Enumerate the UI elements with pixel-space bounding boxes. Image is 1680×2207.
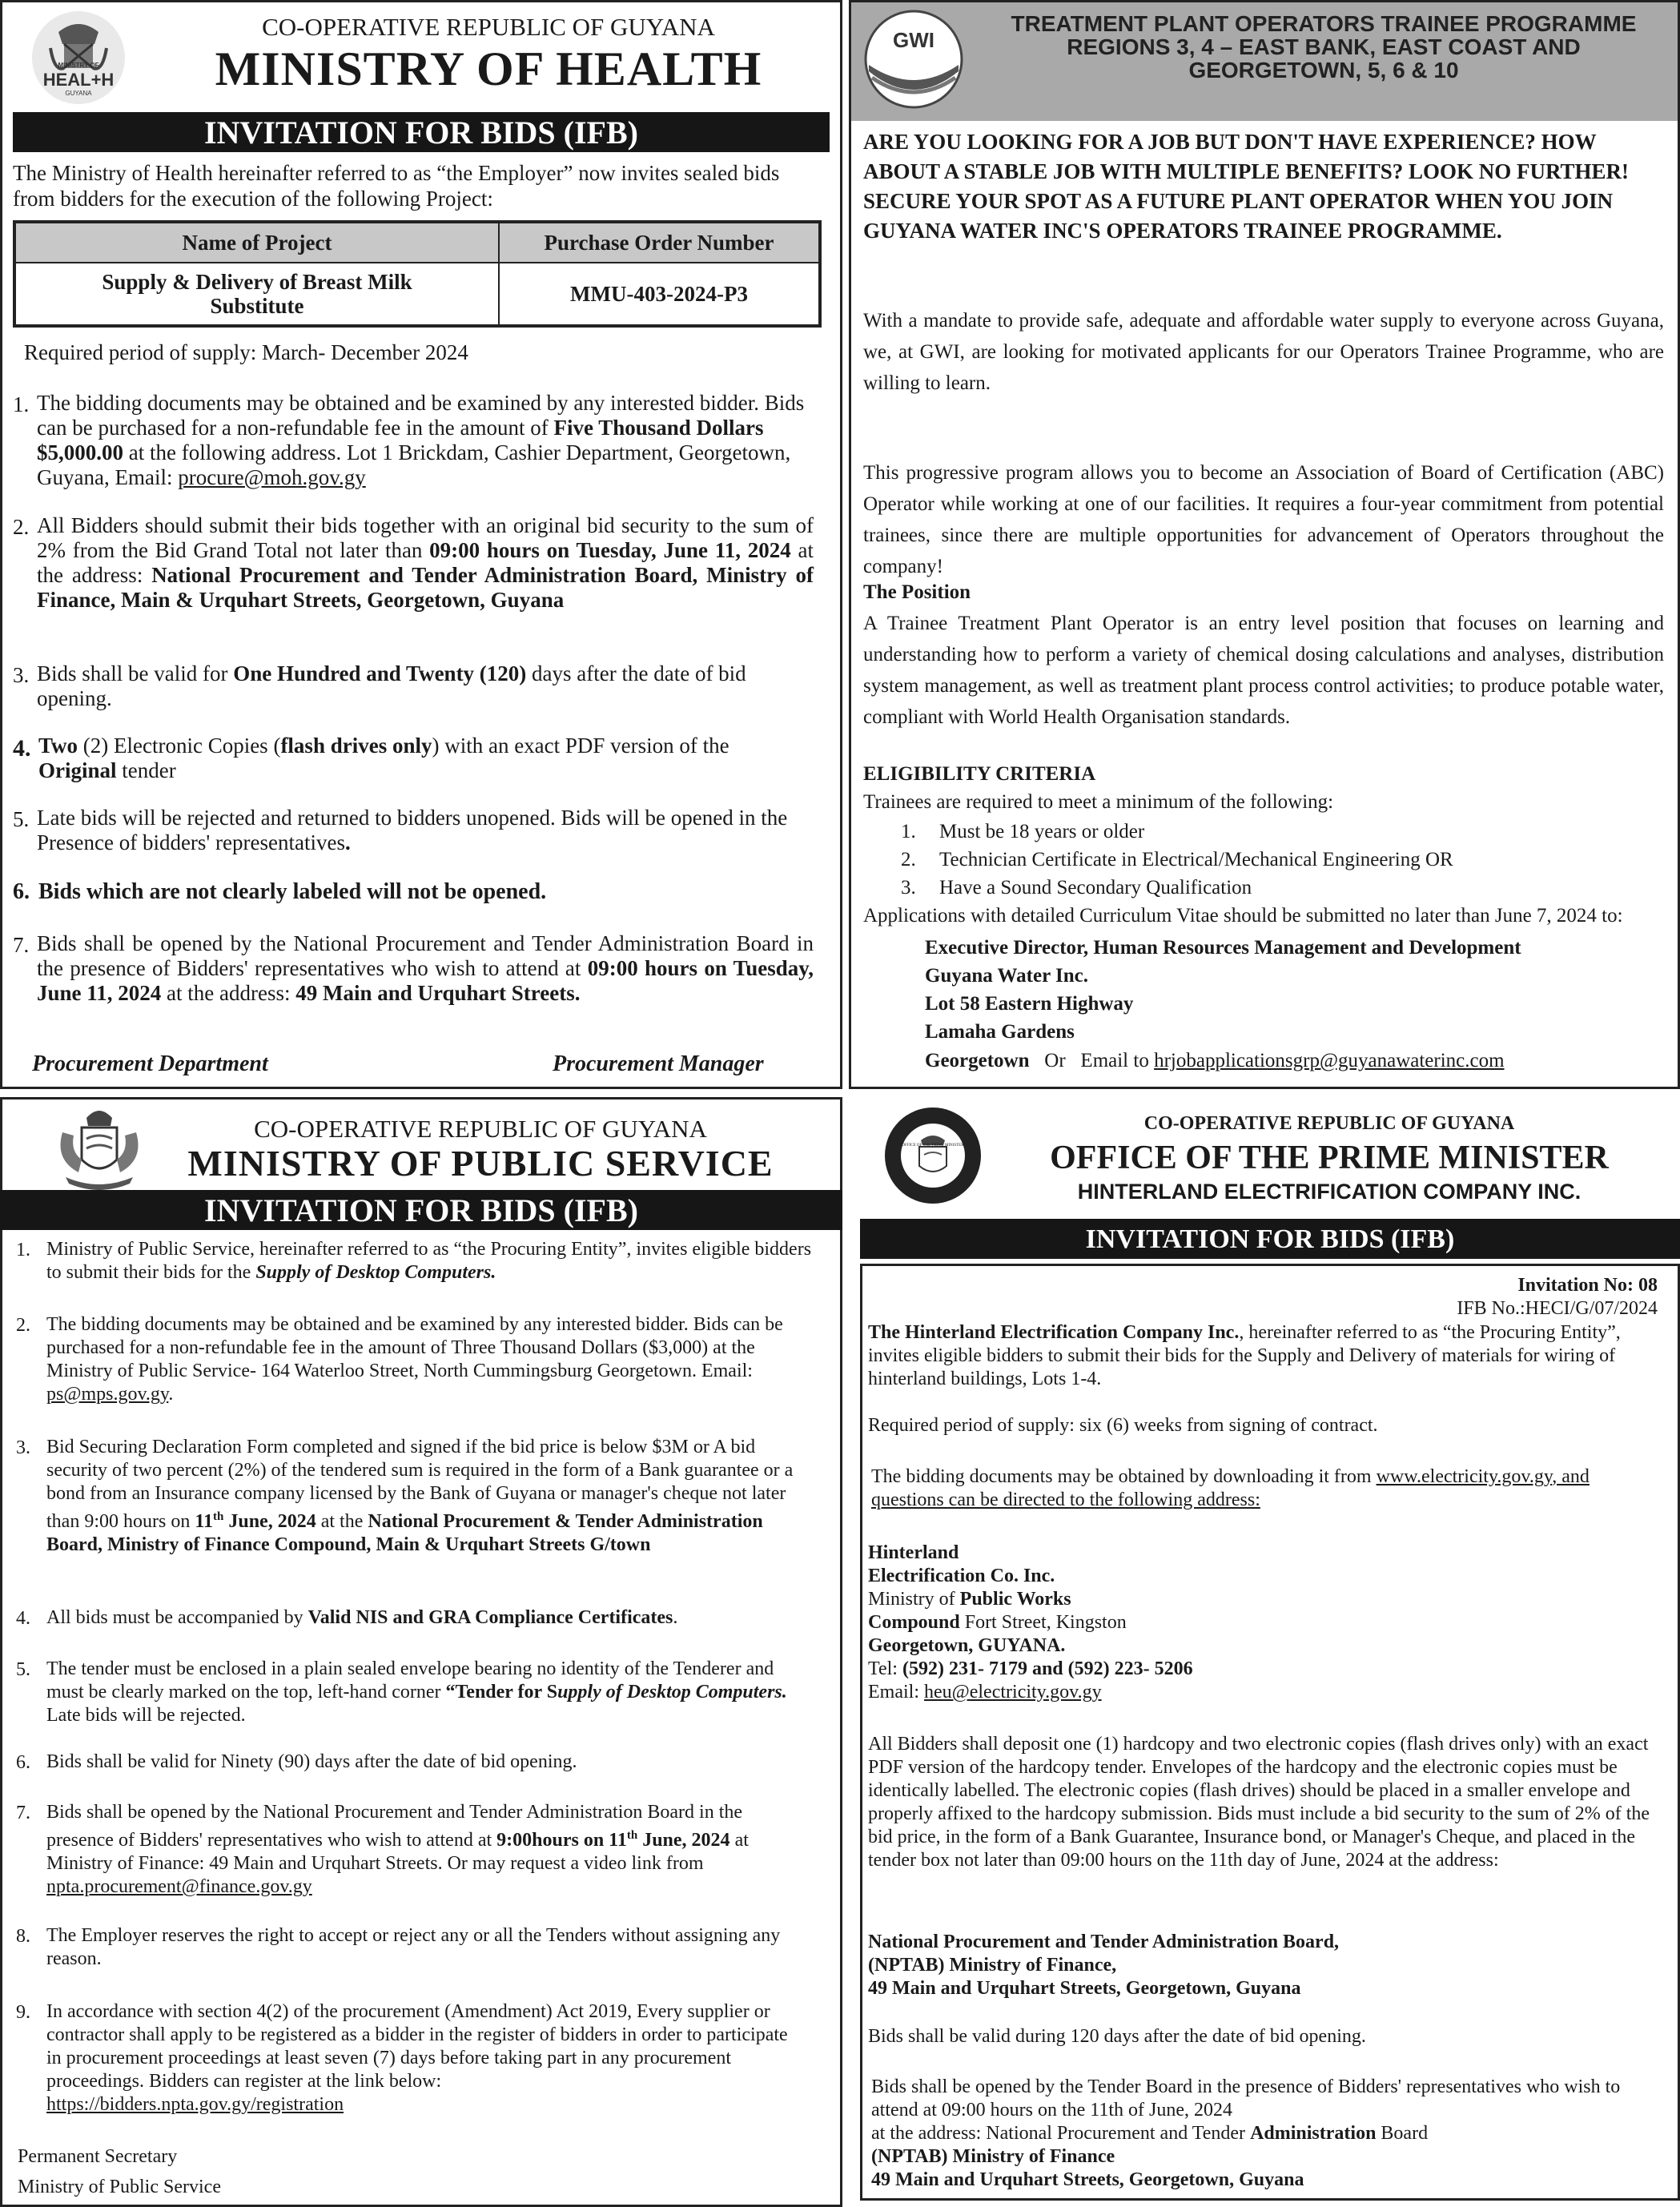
gwi-criteria-number: 2. bbox=[901, 849, 916, 870]
moh-item-number: 1. bbox=[13, 392, 30, 416]
moh-item-2-address: National Procurement and Tender Administration Board, Ministry of Finance, Main & Urquhart Streets, Georgetown, Guyana bbox=[37, 563, 814, 612]
mps-registration-link[interactable]: https://bidders.npta.gov.gy/registration bbox=[46, 2094, 344, 2115]
moh-item-4-flash: flash drives only bbox=[280, 734, 432, 758]
mps-item-number: 8. bbox=[16, 1926, 30, 1947]
opm-telephone bbox=[868, 1658, 1193, 1680]
gwi-criteria-number: 3. bbox=[901, 877, 916, 898]
opm-download-link[interactable]: www.electricity.gov.gy bbox=[1376, 1466, 1553, 1487]
opm-opening-board: Board bbox=[1376, 2123, 1429, 2144]
opm-opening-address: at the address: National Procurement and Tender bbox=[871, 2123, 1251, 2144]
mps-item-3-day: 11 bbox=[195, 1511, 214, 1532]
opm-documents bbox=[871, 1465, 1664, 1512]
mps-item-7 bbox=[46, 1801, 799, 1899]
mps-item-number: 5. bbox=[16, 1659, 30, 1680]
gwi-email-label: Email to bbox=[1080, 1050, 1155, 1071]
mps-item-1-subject: Supply of Desktop Computers. bbox=[255, 1262, 496, 1283]
mps-item-number: 6. bbox=[16, 1752, 30, 1773]
mps-video-link-email[interactable]: npta.procurement@finance.gov.gy bbox=[46, 1876, 312, 1897]
moh-item-6: Bids which are not clearly labeled will not be opened. bbox=[38, 879, 547, 904]
opm-ifb-panel bbox=[849, 1097, 1680, 2207]
moh-item-4-two: Two bbox=[38, 734, 78, 758]
moh-item-3-days: One Hundred and Twenty (120) bbox=[233, 661, 527, 685]
moh-item-number: 7. bbox=[13, 933, 30, 957]
opm-address-compound: Compound bbox=[868, 1612, 960, 1633]
mps-item-3-date: June, 2024 bbox=[223, 1511, 316, 1532]
moh-ifb-panel bbox=[0, 0, 842, 1089]
table-header-po: Purchase Order Number bbox=[499, 222, 820, 263]
moh-item-number: 2. bbox=[13, 515, 30, 539]
moh-item-4-text2: ) with an exact PDF version of the bbox=[432, 734, 729, 758]
table-cell-project: Supply & Delivery of Breast Milk Substitute bbox=[14, 263, 499, 326]
moh-item-2 bbox=[37, 513, 814, 613]
mps-ifb-panel bbox=[0, 1097, 842, 2207]
moh-item-7 bbox=[37, 931, 814, 1006]
mps-item-2 bbox=[46, 1313, 799, 1406]
gwi-address-line: Guyana Water Inc. bbox=[925, 965, 1088, 987]
opm-opening-street: 49 Main and Urquhart Streets, Georgetown, Guyana bbox=[871, 2169, 1304, 2190]
moh-item-4-end: tender bbox=[116, 758, 176, 782]
opm-content-frame bbox=[860, 1264, 1680, 2201]
gwi-paragraph-mandate: With a mandate to provide safe, adequate and affordable water supply to everyone across Guyana, we, at GWI, are looking for motivated applicants for our Operators Trainee Programme, who are willing to learn. bbox=[863, 310, 1664, 394]
mps-item-number: 3. bbox=[16, 1437, 30, 1458]
opm-address-line: Electrification Co. Inc. bbox=[868, 1566, 1055, 1586]
moh-item-4-text: (2) Electronic Copies ( bbox=[78, 734, 281, 758]
gwi-address-line: Lot 58 Eastern Highway bbox=[925, 993, 1134, 1015]
mps-item-4-text: All bids must be accompanied by bbox=[46, 1607, 308, 1628]
gwi-city-line bbox=[925, 1050, 1505, 1072]
moh-signature-manager: Procurement Manager bbox=[553, 1051, 764, 1076]
opm-intro-text: , hereinafter referred to as “the Procuring Entity”, invites eligible bidders to submit their bids for the Supply and Delivery of materials for wiring of hinterland buildings, Lots 1-4. bbox=[868, 1322, 1621, 1389]
mps-item-1-text: Ministry of Public Service, hereinafter referred to as “the Procuring Entity”, invites eligible bidders to submit their bids for the bbox=[46, 1239, 812, 1283]
moh-item-1-fee: Five Thousand Dollars $5,000.00 bbox=[37, 416, 764, 464]
moh-item-5-end: . bbox=[344, 830, 351, 854]
mps-item-7-address: at Ministry of Finance: 49 Main and Urquhart Streets. Or may request a video link from bbox=[46, 1830, 749, 1874]
moh-item-3-end: days after the date of bid opening. bbox=[37, 661, 746, 710]
table-row bbox=[14, 263, 820, 326]
moh-intro-text: The Ministry of Health hereinafter referred to as “the Employer” now invites sealed bids from bidders for the execution of the following Project: bbox=[13, 161, 780, 211]
moh-item-2-deadline: 09:00 hours on Tuesday, June 11, 2024 bbox=[429, 538, 791, 562]
opm-address-line bbox=[868, 1589, 1071, 1610]
table-header-project: Name of Project bbox=[14, 222, 499, 263]
opm-opening bbox=[871, 2076, 1664, 2192]
moh-ministry-title: MINISTRY OF HEALTH bbox=[215, 42, 762, 95]
opm-tel-label: Tel: bbox=[868, 1658, 902, 1679]
opm-documents-text: The bidding documents may be obtained by downloading it from bbox=[871, 1466, 1377, 1487]
moh-item-2-text: All Bidders should submit their bids together with an original bid security to the sum of 2% from the Bid Grand Total not later than bbox=[37, 513, 814, 562]
gwi-address-line: Executive Director, Human Resources Management and Development bbox=[925, 937, 1521, 959]
gwi-criteria-secondary: Have a Sound Secondary Qualification bbox=[939, 877, 1252, 898]
gwi-email-link[interactable]: hrjobapplicationsgrp@guyanawaterinc.com bbox=[1154, 1050, 1505, 1071]
mps-ifb-banner: INVITATION FOR BIDS (IFB) bbox=[0, 1190, 842, 1230]
opm-address-line: Georgetown, GUYANA. bbox=[868, 1635, 1066, 1656]
opm-opening-administration: Administration bbox=[1250, 2123, 1377, 2144]
mps-item-3 bbox=[46, 1436, 807, 1557]
opm-validity: Bids shall be valid during 120 days after the date of bid opening. bbox=[868, 2026, 1366, 2047]
mps-item-4 bbox=[46, 1606, 807, 1630]
moh-item-number: 5. bbox=[13, 807, 30, 831]
mps-item-1 bbox=[46, 1238, 815, 1284]
opm-intro bbox=[868, 1321, 1661, 1391]
mps-item-5-text: The tender must be enclosed in a plain sealed envelope bearing no identity of the Tenderer and must be clearly marked on the top, left-hand corner bbox=[46, 1658, 774, 1702]
moh-item-number: 3. bbox=[13, 663, 30, 687]
mps-signature-ministry: Ministry of Public Service bbox=[18, 2177, 221, 2197]
gwi-trainee-panel bbox=[849, 0, 1680, 1089]
mps-item-5-end: Late bids will be rejected. bbox=[46, 1705, 246, 1726]
moh-logo-text-bottom: GUYANA bbox=[65, 90, 92, 97]
gwi-paragraph-program: This progressive program allows you to become an Association of Board of Certification (ABC) Operator while working at one of our facilities. It requires a four-year commitment from potential trainees, since there are multiple opportunities for advancement of Operators throughout the company! bbox=[863, 462, 1664, 577]
gwi-position-heading: The Position bbox=[863, 581, 971, 603]
mps-item-number: 2. bbox=[16, 1315, 30, 1336]
mps-item-number: 1. bbox=[16, 1240, 30, 1260]
mps-item-3-sup: th bbox=[213, 1510, 224, 1523]
gwi-eligibility-heading: ELIGIBILITY CRITERIA bbox=[863, 763, 1096, 785]
gwi-criteria-certificate: Technician Certificate in Electrical/Mechanical Engineering OR bbox=[939, 849, 1453, 870]
opm-email bbox=[868, 1682, 1102, 1703]
mps-item-3-text: Bid Securing Declaration Form completed and signed if the bid price is below $3M or A bid security of two percent (2%) of the tendered sum is required in the form of a Bank guarantee or a bond from an Insurance company licensed by the Bank of Guyana or manager's cheque not later than 9:00 hours on bbox=[46, 1437, 794, 1532]
mps-item-6: Bids shall be valid for Ninety (90) days after the date of bid opening. bbox=[46, 1751, 577, 1772]
moh-logo-text-main: HEAL+H bbox=[42, 70, 115, 90]
opm-nptab-line: 49 Main and Urquhart Streets, Georgetown, Guyana bbox=[868, 1978, 1301, 1999]
table-cell-po: MMU-403-2024-P3 bbox=[499, 263, 820, 326]
mps-item-4-certificates: Valid NIS and GRA Compliance Certificates bbox=[307, 1607, 673, 1628]
opm-address-line bbox=[868, 1612, 1127, 1634]
mps-item-9-text: In accordance with section 4(2) of the procurement (Amendment) Act 2019, Every supplier or contractor shall apply to be registered as a bidder in the register of bidders in order to participate in procurement proceedings at least seven (7) days before taking part in any procurement proceedings. Bidders can register at the link below: bbox=[46, 2001, 788, 2092]
opm-address-street: Fort Street, Kingston bbox=[959, 1612, 1127, 1633]
moh-item-1-text: The bidding documents may be obtained and be examined by any interested bidder. Bids can be purchased for a non-refundable fee in the amount of bbox=[37, 391, 805, 440]
mps-item-7-sup: th bbox=[626, 1829, 638, 1842]
moh-project-table bbox=[13, 220, 822, 328]
moh-item-number: 6. bbox=[13, 879, 30, 904]
mps-item-9 bbox=[46, 2000, 807, 2117]
opm-opening-ministry: (NPTAB) Ministry of Finance bbox=[871, 2146, 1115, 2167]
opm-address-ministry: Ministry of bbox=[868, 1589, 960, 1610]
moh-item-3-text: Bids shall be valid for bbox=[37, 661, 234, 685]
moh-item-7-text: Bids shall be opened by the National Procurement and Tender Administration Board in the presence of Bidders' representatives who wish to attend at bbox=[37, 931, 814, 980]
mps-item-3-at: at the bbox=[316, 1511, 368, 1532]
opm-email-label: Email: bbox=[868, 1682, 924, 1702]
gwi-logo-text: GWI bbox=[893, 28, 934, 52]
opm-ifb-banner: INVITATION FOR BIDS (IFB) bbox=[860, 1219, 1680, 1259]
mps-signature-title: Permanent Secretary bbox=[18, 2146, 178, 2167]
gwi-program-title: TREATMENT PLANT OPERATORS TRAINEE PROGRAMME REGIONS 3, 4 – EAST BANK, EAST COAST AND GEORGETOWN, 5, 6 & 10 bbox=[1011, 11, 1637, 82]
moh-item-5-text: Late bids will be rejected and returned to bidders unopened. Bids will be opened in the Presence of bidders' representatives bbox=[37, 806, 788, 854]
moh-item-2-at: at the address: bbox=[37, 538, 814, 587]
opm-seal-icon bbox=[882, 1105, 983, 1206]
moh-item-5 bbox=[37, 806, 822, 855]
moh-item-7-address: 49 Main and Urquhart Streets. bbox=[295, 981, 581, 1005]
moh-supply-period: Required period of supply: March- December 2024 bbox=[24, 340, 468, 364]
mps-item-4-end: . bbox=[673, 1607, 678, 1628]
moh-signature-department: Procurement Department bbox=[32, 1051, 268, 1076]
opm-seal-text: OFFICE OF THE PRIME MINISTER bbox=[902, 1144, 964, 1148]
mps-item-2-end: . bbox=[168, 1384, 174, 1405]
mps-item-5-subject: upply of Desktop Computers. bbox=[557, 1682, 787, 1702]
mps-item-5 bbox=[46, 1658, 815, 1727]
moh-item-7-deadline: 09:00 hours on Tuesday, June 11, 2024 bbox=[37, 956, 814, 1005]
mps-item-number: 7. bbox=[16, 1803, 30, 1823]
gwi-applications-text: Applications with detailed Curriculum Vitae should be submitted no later than June 7, 2024 to: bbox=[863, 905, 1623, 927]
mps-republic-heading: CO-OPERATIVE REPUBLIC OF GUYANA bbox=[254, 1115, 707, 1143]
mps-item-5-label: “Tender for S bbox=[445, 1682, 558, 1702]
opm-address-line: Hinterland bbox=[868, 1542, 959, 1563]
table-header-row bbox=[14, 222, 820, 263]
gwi-city: Georgetown bbox=[925, 1050, 1030, 1071]
gwi-logo-icon bbox=[864, 7, 963, 111]
gwi-position-text: A Trainee Treatment Plant Operator is an entry level position that focuses on learning and understanding how to perform a variety of chemical dosing calculations and analyses, distribution system management, as well as treatment plant process control activities; to produce potable water, compliant with World Health Organisation standards. bbox=[863, 613, 1664, 728]
mps-item-2-text: The bidding documents may be obtained and be examined by any interested bidder. Bids can be purchased for a non-refundable fee in the amount of Three Thousand Dollars ($3,000) at the Ministry of Public Service- 164 Waterloo Street, North Cummingsburg Georgetown. Email: bbox=[46, 1314, 783, 1381]
moh-logo-text-top: MINISTRY OF bbox=[58, 62, 99, 69]
gwi-headline: ARE YOU LOOKING FOR A JOB BUT DON'T HAVE EXPERIENCE? HOW ABOUT A STABLE JOB WITH MULTIPLE BENEFITS? LOOK NO FURTHER! SECURE YOUR SPOT AS A FUTURE PLANT OPERATOR WHEN YOU JOIN GUYANA WATER INC'S OPERATORS TRAINEE PROGRAMME. bbox=[863, 130, 1630, 243]
moh-item-1-address: at the following address. Lot 1 Brickdam, Cashier Department, Georgetown, Guyana, Email: bbox=[37, 440, 791, 489]
mps-email-link[interactable]: ps@mps.gov.gy bbox=[46, 1384, 169, 1405]
opm-invitation-number: Invitation No: 08 bbox=[1517, 1275, 1658, 1296]
mps-item-8: The Employer reserves the right to accept or reject any or all the Tenders without assigning any reason. bbox=[46, 1925, 781, 1969]
opm-company-name: HINTERLAND ELECTRIFICATION COMPANY INC. bbox=[1077, 1180, 1582, 1204]
moh-ifb-banner: INVITATION FOR BIDS (IFB) bbox=[13, 112, 830, 152]
moh-item-1 bbox=[37, 391, 814, 490]
moh-republic-heading: CO-OPERATIVE REPUBLIC OF GUYANA bbox=[262, 13, 715, 41]
gwi-or: Or bbox=[1044, 1050, 1066, 1071]
opm-office-title: OFFICE OF THE PRIME MINISTER bbox=[1050, 1140, 1609, 1176]
gwi-criteria-age: Must be 18 years or older bbox=[939, 821, 1145, 842]
mps-item-7-text: Bids shall be opened by the National Procurement and Tender Administration Board in the presence of Bidders' representatives who wish to attend at bbox=[46, 1802, 743, 1851]
mps-item-3-address: National Procurement & Tender Administration Board, Ministry of Finance Compound, Main & Urquhart Streets G/town bbox=[46, 1511, 763, 1555]
opm-supply-period: Required period of supply: six (6) weeks from signing of contract. bbox=[868, 1415, 1378, 1436]
moh-item-3 bbox=[37, 661, 814, 711]
opm-address-public-works: Public Works bbox=[959, 1589, 1071, 1610]
mps-item-7-date: June, 2024 bbox=[637, 1830, 730, 1851]
gwi-eligibility-intro: Trainees are required to meet a minimum of the following: bbox=[863, 791, 1334, 813]
opm-documents-end: , and questions can be directed to the following address: bbox=[871, 1466, 1590, 1510]
mps-item-7-time: 9:00hours on 11 bbox=[496, 1830, 627, 1851]
opm-nptab-line: National Procurement and Tender Administration Board, bbox=[868, 1932, 1340, 1952]
opm-ifb-number: IFB No.:HECI/G/07/2024 bbox=[1457, 1298, 1658, 1319]
moh-item-7-at: at the address: bbox=[161, 981, 296, 1005]
moh-item-number: 4. bbox=[13, 735, 31, 762]
moh-email-link[interactable]: procure@moh.gov.gy bbox=[178, 465, 366, 489]
opm-deposit-instructions: All Bidders shall deposit one (1) hardcopy and two electronic copies (flash drives only) with an exact PDF version of the hardcopy tender. Envelopes of the hardcopy and the electronic copies must be identically labelled. The electronic copies (flash drives) should be placed in a smaller envelope and properly affixed to the hardcopy submission. Bids must include a bid security to the sum of 2% of the bid price, in the form of a Bank Guarantee, Insurance bond, or Manager's Cheque, and placed in the tender box not later than 09:00 hours on the 11th day of June, 2024 at the address: bbox=[868, 1734, 1650, 1871]
opm-intro-company: The Hinterland Electrification Company Inc. bbox=[868, 1322, 1240, 1343]
moh-item-4-original: Original bbox=[38, 758, 117, 782]
opm-tel-numbers: (592) 231- 7179 and (592) 223- 5206 bbox=[902, 1658, 1193, 1679]
opm-republic-heading: CO-OPERATIVE REPUBLIC OF GUYANA bbox=[1143, 1113, 1515, 1134]
mps-item-number: 9. bbox=[16, 2002, 30, 2023]
opm-nptab-line: (NPTAB) Ministry of Finance, bbox=[868, 1955, 1117, 1976]
opm-email-link[interactable]: heu@electricity.gov.gy bbox=[923, 1682, 1102, 1702]
gwi-criteria-number: 1. bbox=[901, 821, 916, 842]
gwi-address-line: Lamaha Gardens bbox=[925, 1021, 1075, 1043]
moh-item-4 bbox=[38, 734, 791, 783]
mps-item-number: 4. bbox=[16, 1608, 30, 1629]
opm-opening-text: Bids shall be opened by the Tender Board in the presence of Bidders' representatives who wish to attend at 09:00 hours on the 11th of June, 2024 bbox=[871, 2076, 1621, 2121]
mps-ministry-title: MINISTRY OF PUBLIC SERVICE bbox=[187, 1143, 774, 1184]
